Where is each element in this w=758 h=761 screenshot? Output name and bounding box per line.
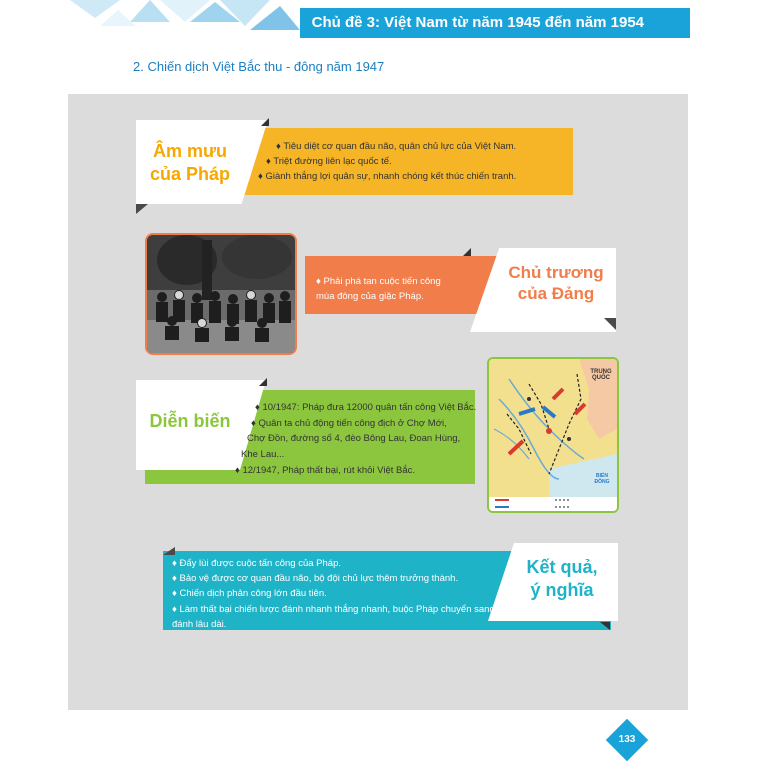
decor-triangles-icon xyxy=(0,0,300,38)
dien-bien-bullet-5: ♦ 12/1947, Pháp thất bại, rút khỏi Việt Bắc. xyxy=(235,464,416,476)
ket-qua-bullet-5: đánh lâu dài. xyxy=(172,618,227,630)
chu-truong-bullet-2: mùa đông của giặc Pháp. xyxy=(316,291,424,303)
chu-truong-heading: Chủ trương của Đảng xyxy=(508,263,604,304)
dien-bien-bullet-4: Khe Lau... xyxy=(241,449,285,461)
dien-bien-bullet-3: Chợ Đồn, đường số 4, đèo Bông Lau, Đoan Hùng, xyxy=(247,433,461,445)
dien-bien-bullet-1: ♦ 10/1947: Pháp đưa 12000 quân tấn công Việt Bắc. xyxy=(255,402,477,413)
am-muu-bullet-3: ♦ Giành thắng lợi quân sự, nhanh chóng kết thúc chiến tranh. xyxy=(258,171,517,183)
ket-qua-heading: Kết quả, ý nghĩa xyxy=(526,557,598,600)
header-title: Chủ đề 3: Việt Nam từ năm 1945 đến năm 1954 xyxy=(300,8,690,38)
dien-bien-bullets xyxy=(227,400,476,478)
campaign-map xyxy=(487,357,619,513)
am-muu-bullet-2: ♦ Triệt đường liên lạc quốc tế. xyxy=(266,156,392,168)
ket-qua-bullet-3: ♦ Chiến dịch phản công lớn đầu tiên. xyxy=(172,588,327,600)
ket-qua-shadow xyxy=(163,547,175,555)
ket-qua-corner xyxy=(600,622,610,630)
ket-qua-bullets xyxy=(172,556,495,632)
am-muu-shadow xyxy=(136,204,148,214)
page-number: 133 xyxy=(618,734,636,745)
map-label-bien-dong: BIỂN ĐÔNG xyxy=(594,473,610,485)
am-muu-corner xyxy=(261,118,269,126)
historical-photo xyxy=(145,233,297,355)
am-muu-heading: Âm mưu của Pháp xyxy=(149,141,231,184)
chu-truong-bullet-1: ♦ Phải phá tan cuộc tiến công xyxy=(316,276,441,287)
map-label-trung-quoc: TRUNG QUỐC xyxy=(590,369,612,381)
dien-bien-heading: Diễn biến xyxy=(149,411,231,431)
am-muu-bullet-1: ♦ Tiêu diệt cơ quan đầu não, quân chủ lực của Việt Nam. xyxy=(276,141,517,152)
am-muu-bullets xyxy=(258,139,516,185)
ket-qua-bullet-2: ♦ Bảo vệ được cơ quan đầu não, bộ đội chủ lực thêm trưởng thành. xyxy=(172,573,459,585)
dien-bien-corner xyxy=(259,378,267,386)
dien-bien-bullet-2: ♦ Quân ta chủ động tiến công địch ở Chợ Mới, xyxy=(251,417,447,429)
chu-truong-shadow xyxy=(604,318,616,330)
section-title: 2. Chiến dịch Việt Bắc thu - đông năm 1947 xyxy=(133,59,385,74)
chu-truong-corner xyxy=(463,248,471,256)
ket-qua-bullet-4: ♦ Làm thất bại chiến lược đánh nhanh thắng nhanh, buộc Pháp chuyển sang xyxy=(172,603,495,615)
ket-qua-bullet-1: ♦ Đẩy lùi được cuộc tấn công của Pháp. xyxy=(172,558,342,569)
header-bar xyxy=(0,0,690,38)
chu-truong-bullets xyxy=(316,274,441,304)
